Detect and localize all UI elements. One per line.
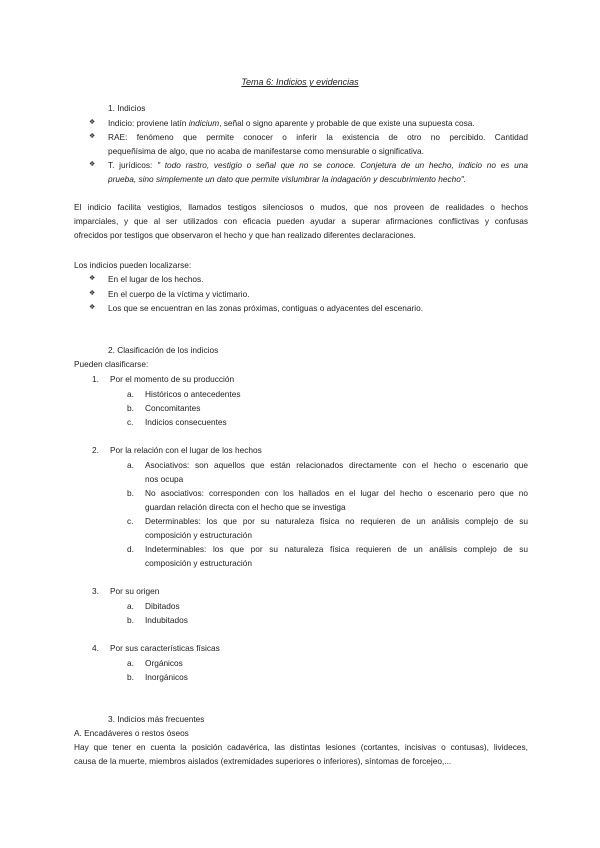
group-number: 2. [92,445,99,455]
list-item: No asociativos: corresponden con los hallados en el lugar del hecho o escenario pero que no guardan relación directa con el hecho que se investiga [145,488,528,512]
item-letter: b. [127,488,134,498]
list-item: Dibitados [145,601,180,611]
list-item: Asociativos: son aquellos que están relacionados directamente con el hecho o escenario que nos ocupa [145,460,528,484]
item-letter: b. [127,672,134,682]
section-1-heading: 1. Indicios [108,103,146,113]
list-item: Los que se encuentran en las zonas próximas, contiguas o adyacentes del escenario. [108,303,424,313]
list-item: Determinables: los que por su naturaleza física no requieren de un análisis complejo de su composición y estructuración [145,516,528,540]
group-label: Por el momento de su producción [110,374,235,384]
item-letter: c. [127,417,134,427]
list-item: Indicios consecuentes [145,417,227,427]
item-letter: a. [127,460,134,470]
item-letter: a. [127,658,134,668]
list-item: Inorgánicos [145,672,188,682]
bullet-icon: ❖ [89,275,96,282]
item-letter: a. [127,601,134,611]
list-item: En el lugar de los hechos. [108,274,204,284]
item-letter: b. [127,615,134,625]
classification-intro: Pueden clasificarse: [74,359,149,369]
group-label: Por la relación con el lugar de los hechos [110,445,262,455]
bullet-icon: ❖ [89,119,96,126]
page-title: Tema 6: Indicios y evidencias [241,77,359,87]
bullet-icon: ❖ [89,133,96,140]
section-2-heading: 2. Clasificación de los indicios [108,345,219,355]
list-item: Indubitados [145,615,188,625]
list-item: En el cuerpo de la víctima y victimario. [108,289,250,299]
list-item: Orgánicos [145,658,183,668]
body-paragraph: Hay que tener en cuenta la posición cadavérica, las distintas lesiones (cortantes, incisivas o contusas), livideces, causa de la muerte, miembros aislados (extremidades superiores o inferiores), síntomas de forcejeo,... [74,742,528,766]
subsection-heading: A. Encadáveres o restos óseos [74,728,189,738]
indicio-paragraph: El indicio facilita vestigios, llamados testigos silenciosos o mudos, que nos proveen de realidades o hechos imparciales, y que al ser utilizados con eficacia pueden ayudar a superar afirmaciones conflictivas y confusas ofrecidos por testigos que observaron el hecho y que han realizado diferentes declaraciones. [74,202,528,240]
group-number: 4. [92,643,99,653]
location-intro: Los indicios pueden localizarse: [74,260,192,270]
group-label: Por sus características físicas [110,643,220,653]
bullet-icon: ❖ [89,161,96,168]
group-label: Por su origen [110,586,160,596]
item-letter: a. [127,389,134,399]
indicio-definition: Indicio: proviene latín indicium, señal o signo aparente y probable de que existe una supuesta cosa. [108,118,475,128]
rae-definition: RAE: fenómeno que permite conocer o inferir la existencia de otro no percibido. Cantidad pequeñísima de algo, que no acaba de manifestarse como mensurable o significativa. [108,132,528,156]
item-letter: c. [127,516,134,526]
list-item: Indeterminables: los que por su naturaleza física requieren de un análisis complejo de su composición y estructuración [145,544,528,568]
item-letter: b. [127,403,134,413]
section-3-heading: 3. Indicios más frecuentes [108,714,205,724]
group-number: 3. [92,586,99,596]
list-item: Concomitantes [145,403,201,413]
list-item: Históricos o antecedentes [145,389,241,399]
bullet-icon: ❖ [89,304,96,311]
group-number: 1. [92,374,99,384]
item-letter: d. [127,544,134,554]
legal-definition: T. jurídicos: " todo rastro, vestigio o señal que no se conoce. Conjetura de un hecho, indicio no es una prueba, sino simplemente un dato que permite vislumbrar la indagación y descubrimiento hecho". [108,160,529,184]
bullet-icon: ❖ [89,290,96,297]
